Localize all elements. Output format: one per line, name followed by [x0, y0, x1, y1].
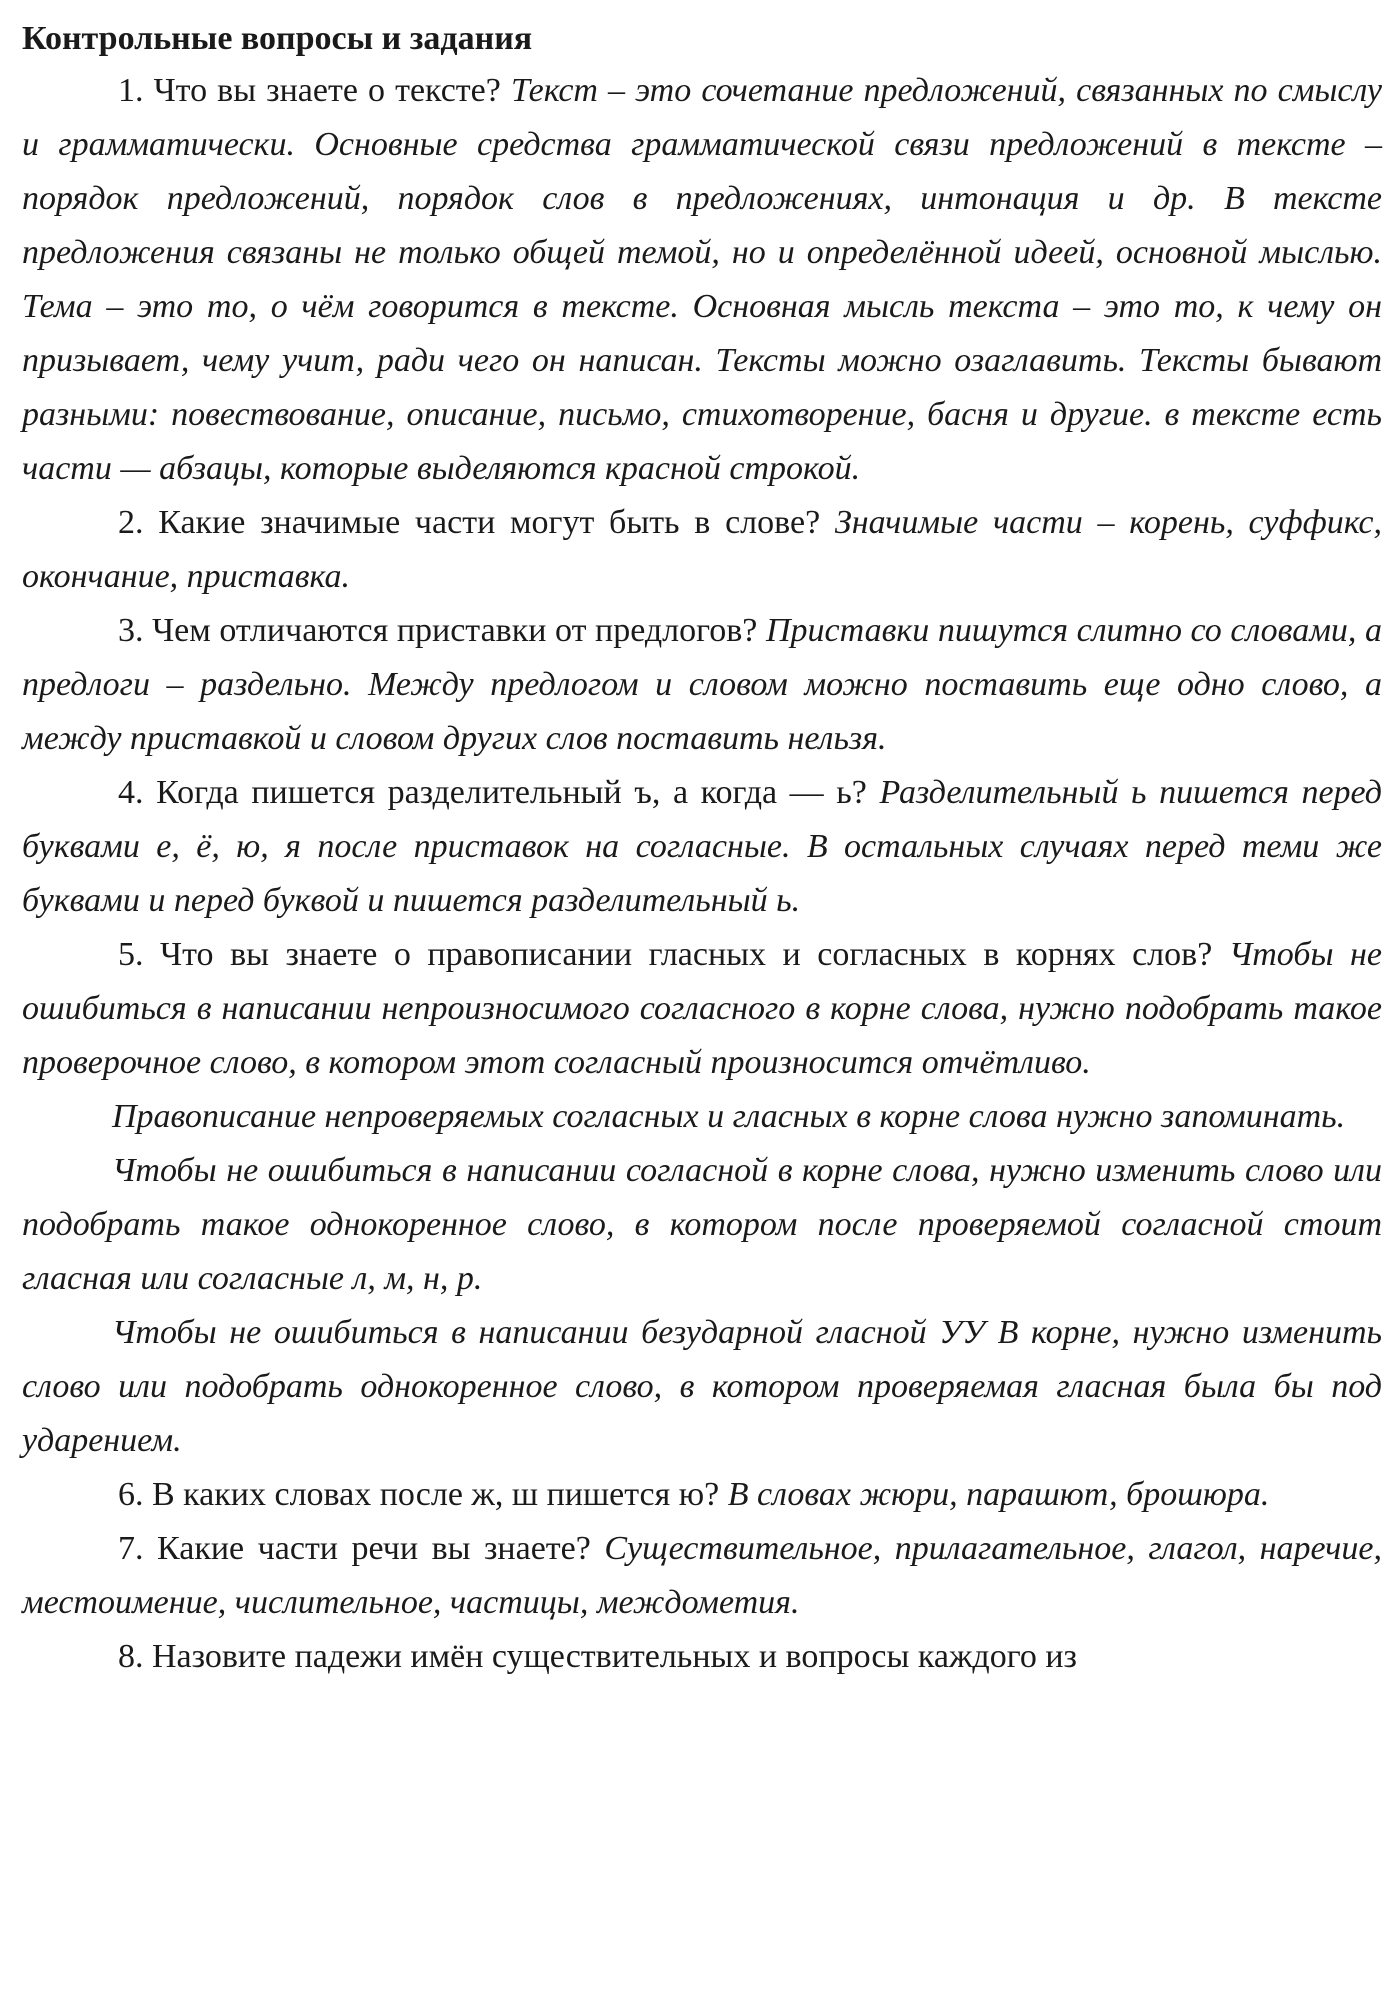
question-6: [22, 1468, 1382, 1522]
answer-text: В словах жюри, парашют, брошюра.: [727, 1476, 1270, 1513]
question-5: [22, 928, 1382, 1090]
answer-text: Текст – это сочетание предложений, связанных по смыслу и грамматически. Основные средства грамматической связи предложений в тексте – порядок предложений, порядок слов в предложениях, интонация и др. В тексте предложения связаны не только общей темой, но и определённой идеей, основной мыслью. Тема – это то, о чём говорится в тексте. Основная мысль текста – это то, к чему он призывает, чему учит, ради чего он написан. Тексты можно озаглавить. Тексты бывают разными: повествование, описание, письмо, стихотворение, басня и другие. в тексте есть части — абзацы, которые выделяются красной строкой.: [22, 72, 1382, 487]
question-text: 1. Что вы знаете о тексте?: [118, 72, 511, 109]
question-1: [22, 64, 1382, 496]
answer-text: Существительное, прилагательное, глагол, наречие, местоимение, числительное, частицы, междометия.: [22, 1530, 1382, 1621]
question-2: [22, 496, 1382, 604]
answer-text: Разделительный ь пишется перед буквами е, ё, ю, я после приставок на согласные. В остальных случаях перед теми же буквами и перед буквой и пишется разделительный ь.: [22, 774, 1383, 919]
answer-text: Приставки пишутся слитно со словами, а предлоги – раздельно. Между предлогом и словом можно поставить еще одно слово, а между приставкой и словом других слов поставить нельзя.: [22, 612, 1382, 757]
question-text: 8. Назовите падежи имён существительных и вопросы каждого из: [118, 1638, 1077, 1675]
question-text: 2. Какие значимые части могут быть в слове?: [118, 504, 835, 541]
question-text: 3. Чем отличаются приставки от предлогов?: [118, 612, 766, 649]
question-4: [22, 766, 1382, 928]
question-text: 4. Когда пишется разделительный ъ, а когда — ь?: [118, 774, 880, 811]
answer-text: Значимые части – корень, суффикс, окончание, приставка.: [22, 504, 1382, 595]
question-text: 6. В каких словах после ж, ш пишется ю?: [118, 1476, 728, 1513]
question-8: [22, 1630, 1382, 1684]
sub-answer-1: Правописание непроверяемых согласных и гласных в корне слова нужно запоминать.: [112, 1098, 1346, 1135]
answer-text: Чтобы не ошибиться в написании непроизносимого согласного в корне слова, нужно подобрать такое проверочное слово, в котором этот согласный произносится отчётливо.: [22, 936, 1382, 1081]
question-text: 7. Какие части речи вы знаете?: [118, 1530, 605, 1567]
sub-answer-2: Чтобы не ошибиться в написании согласной в корне слова, нужно изменить слово или подобрать такое однокоренное слово, в котором после проверяемой согласной стоит гласная или согласные л, м, н, р.: [22, 1152, 1382, 1297]
document-heading: Контрольные вопросы и задания: [22, 20, 533, 57]
question-7: [22, 1522, 1382, 1630]
sub-answer-3: Чтобы не ошибиться в написании безударной гласной УУ В корне, нужно изменить слово или подобрать однокоренное слово, в котором проверяемая гласная была бы под ударением.: [22, 1314, 1382, 1459]
question-text: 5. Что вы знаете о правописании гласных и согласных в корнях слов?: [118, 936, 1229, 973]
document-page: [22, 14, 1382, 1684]
question-3: [22, 604, 1382, 766]
